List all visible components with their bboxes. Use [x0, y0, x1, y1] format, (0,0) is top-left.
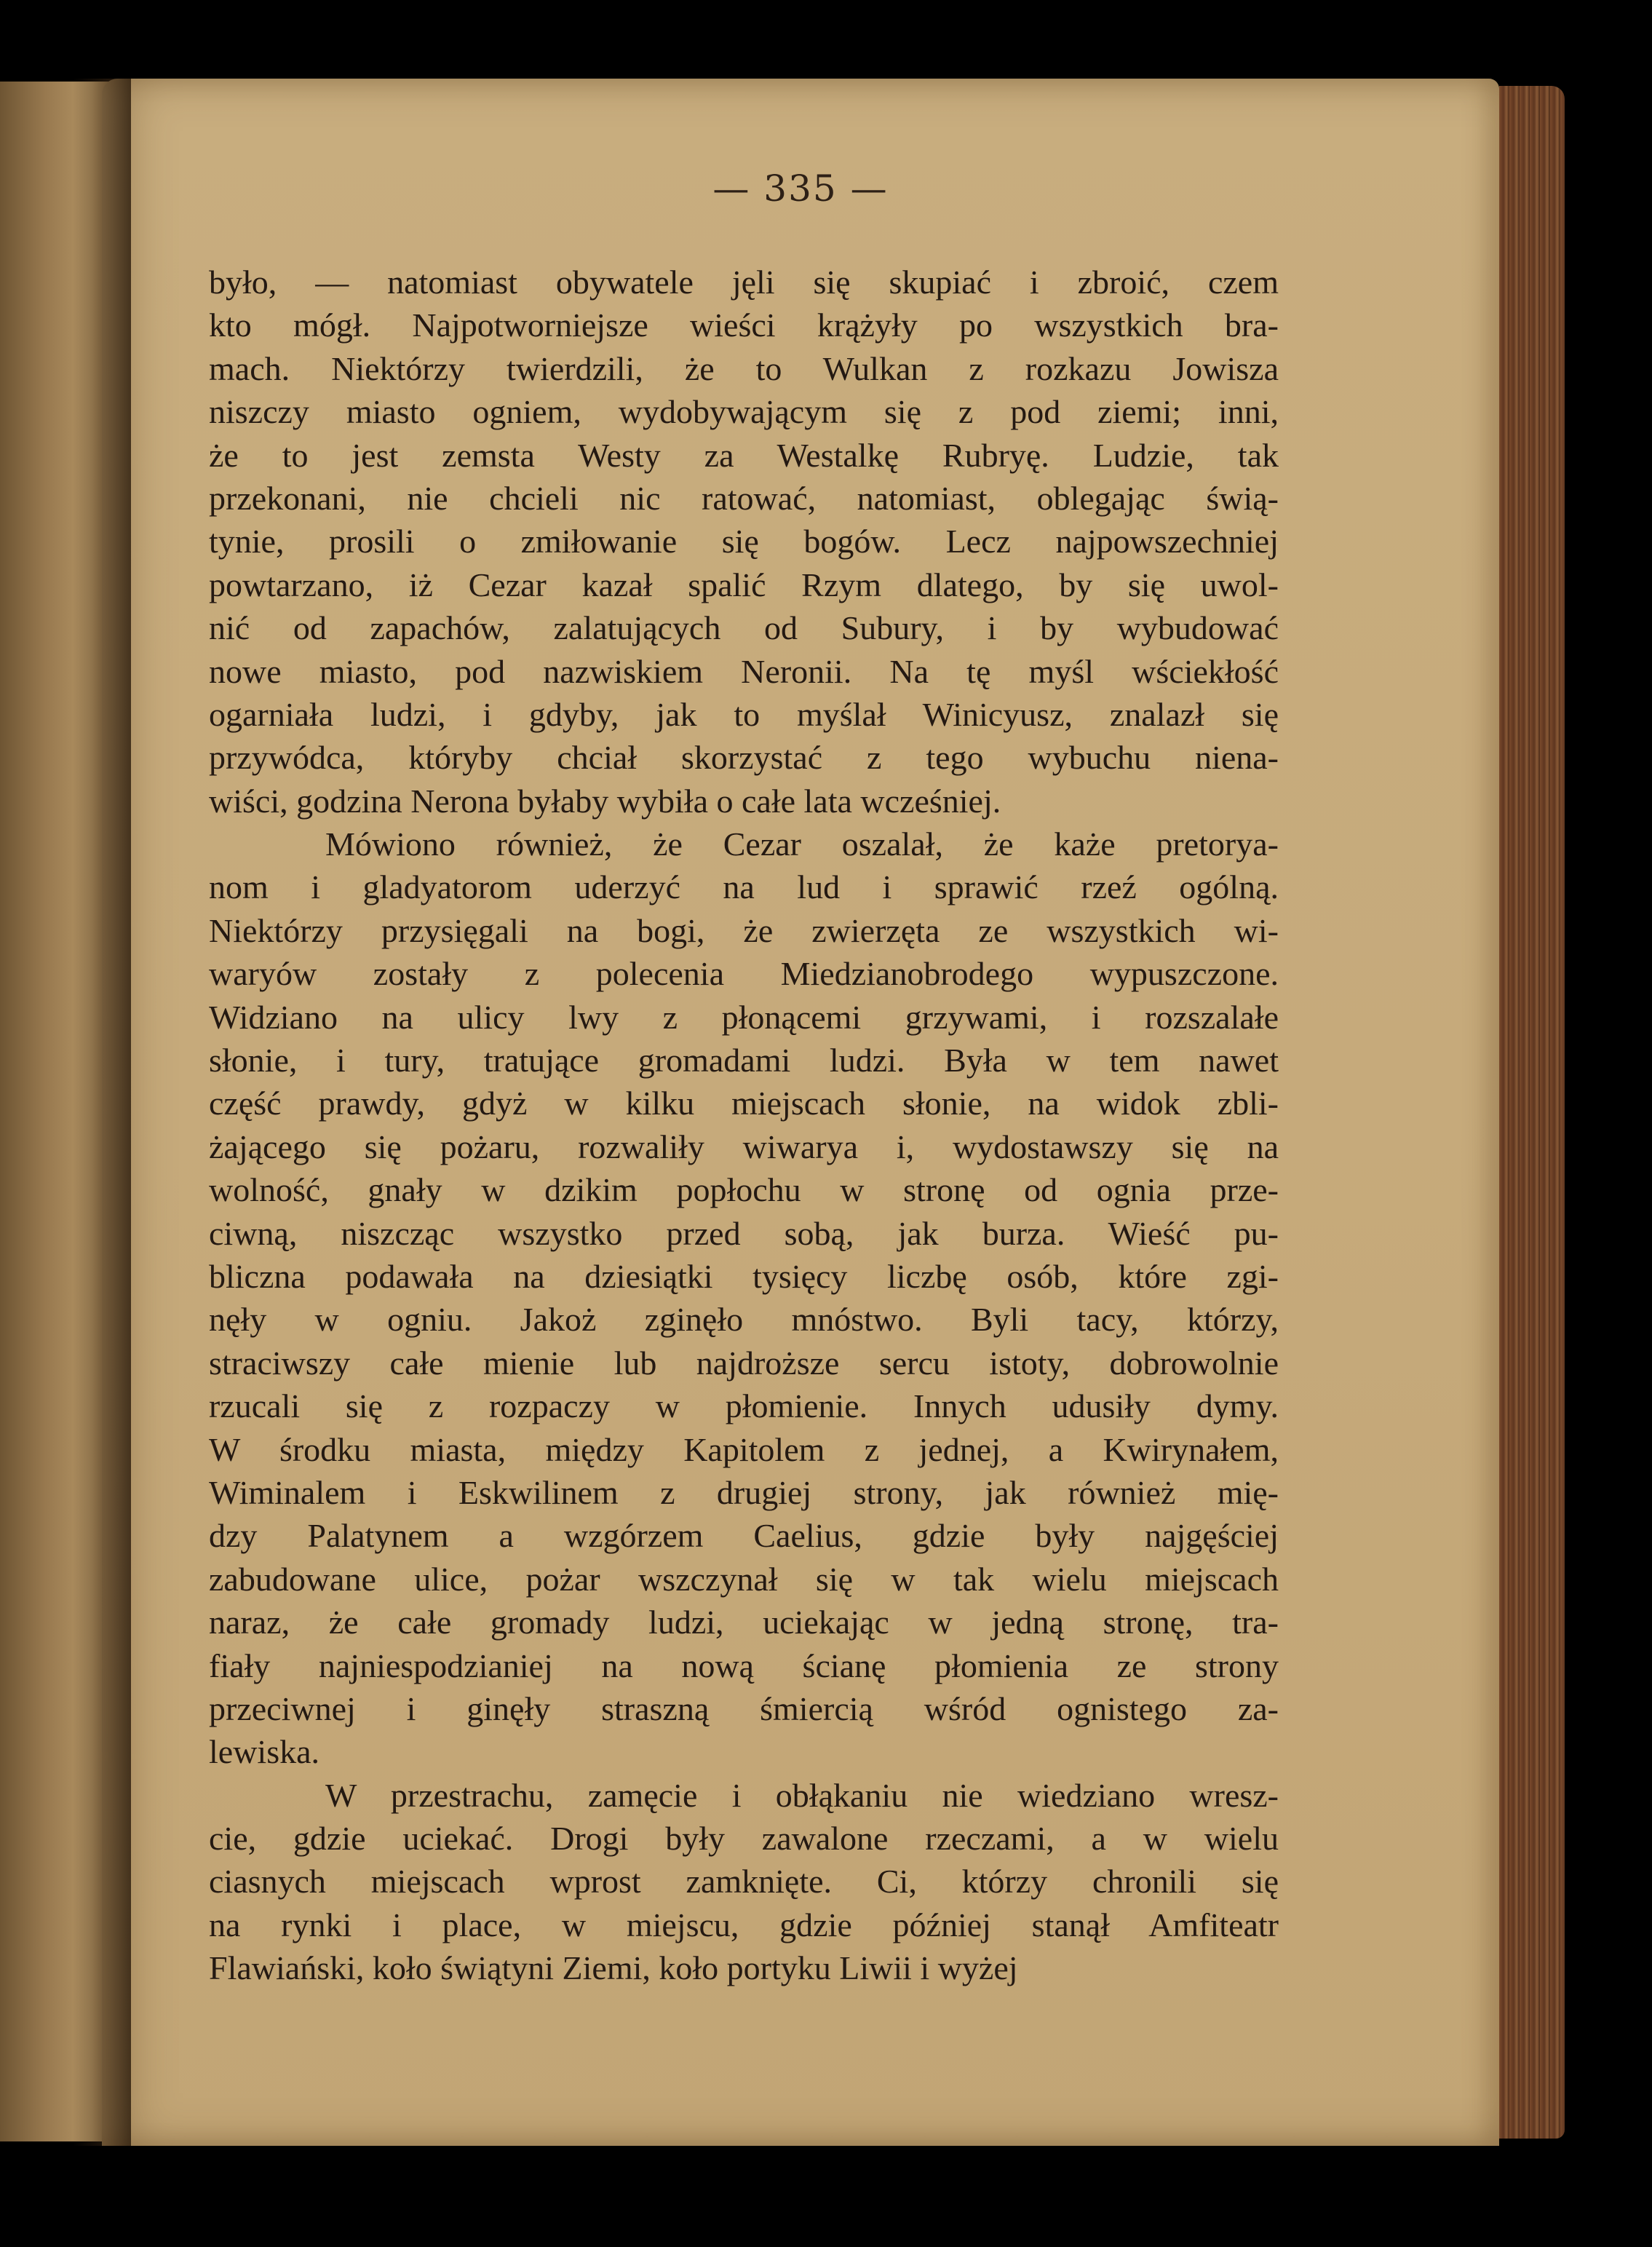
paragraph — [209, 823, 1279, 1774]
text-line: waryów zostały z polecenia Miedzianobrodego wypuszczone. — [209, 955, 1279, 993]
paragraph — [209, 1774, 1279, 1990]
page-number: — 335 — — [712, 167, 889, 210]
text-line: rzucali się z rozpaczy w płomienie. Innych udusiły dymy. — [209, 1387, 1279, 1425]
text-line: Widziano na ulicy lwy z płonącemi grzywami, i rozszalałe — [209, 998, 1279, 1036]
text-line: straciwszy całe mienie lub najdroższe sercu istoty, dobrowolnie — [209, 1344, 1279, 1382]
body-text — [209, 261, 1279, 1990]
text-line: niszczy miasto ogniem, wydobywającym się z pod ziemi; inni, — [209, 393, 1279, 431]
page-stack-edge — [1499, 86, 1565, 2139]
text-line: fiały najniespodzianiej na nową ścianę płomienia ze strony — [209, 1646, 1279, 1684]
text-line: tynie, prosili o zmiłowanie się bogów. Lecz najpowszechniej — [209, 523, 1279, 560]
text-line: mach. Niektórzy twierdzili, że to Wulkan z rozkazu Jowisza — [209, 349, 1279, 387]
text-line: nęły w ogniu. Jakoż zginęło mnóstwo. Byli tacy, którzy, — [209, 1301, 1279, 1339]
text-line: wiści, godzina Nerona byłaby wybiła o całe lata wcześniej. — [209, 782, 1001, 820]
text-line: Mówiono również, że Cezar oszalał, że każe pretorya- — [325, 825, 1279, 863]
text-line: bliczna podawała na dziesiątki tysięcy liczbę osób, które zgi- — [209, 1257, 1279, 1295]
text-line: nowe miasto, pod nazwiskiem Neronii. Na tę myśl wściekłość — [209, 652, 1279, 690]
text-line: ciasnych miejscach wprost zamknięte. Ci, którzy chronili się — [209, 1863, 1279, 1901]
text-line: ciwną, niszcząc wszystko przed sobą, jak burza. Wieść pu- — [209, 1214, 1279, 1252]
text-line: zabudowane ulice, pożar wszczynał się w tak wielu miejscach — [209, 1560, 1279, 1598]
text-line: przekonani, nie chcieli nic ratować, natomiast, oblegając świą- — [209, 479, 1279, 517]
text-line: słonie, i tury, tratujące gromadami ludzi. Była w tem nawet — [209, 1042, 1279, 1079]
text-line: ogarniała ludzi, i gdyby, jak to myślał Winicyusz, znalazł się — [209, 695, 1279, 733]
paragraph — [209, 261, 1279, 823]
text-line: nić od zapachów, zalatujących od Subury, i by wybudować — [209, 609, 1279, 647]
text-line: cie, gdzie uciekać. Drogi były zawalone rzeczami, a w wielu — [209, 1820, 1279, 1858]
text-line: Flawiański, koło świątyni Ziemi, koło portyku Liwii i wyżej — [209, 1949, 1018, 1987]
text-line: wolność, gnały w dzikim popłochu w stronę od ognia prze- — [209, 1171, 1279, 1209]
text-line: W przestrachu, zamęcie i obłąkaniu nie wiedziano wresz- — [325, 1776, 1279, 1814]
text-line: dzy Palatynem a wzgórzem Caelius, gdzie były najgęściej — [209, 1517, 1279, 1555]
text-line: Niektórzy przysięgali na bogi, że zwierzęta ze wszystkich wi- — [209, 911, 1279, 949]
text-line: przywódca, któryby chciał skorzystać z tego wybuchu niena- — [209, 739, 1279, 777]
text-line: na rynki i place, w miejscu, gdzie później stanął Amfiteatr — [209, 1906, 1279, 1943]
text-line: część prawdy, gdyż w kilku miejscach słonie, na widok zbli- — [209, 1085, 1279, 1122]
text-line: Wiminalem i Eskwilinem z drugiej strony, jak również mię- — [209, 1473, 1279, 1511]
text-line: W środku miasta, między Kapitolem z jednej, a Kwirynałem, — [209, 1430, 1279, 1468]
page-gutter-shadow — [73, 79, 131, 2146]
text-line: nom i gladyatorom uderzyć na lud i sprawić rzeź ogólną. — [209, 868, 1279, 906]
text-line: kto mógł. Najpotworniejsze wieści krążyły po wszystkich bra- — [209, 306, 1279, 344]
text-line: powtarzano, iż Cezar kazał spalić Rzym dlatego, by się uwol- — [209, 566, 1279, 603]
text-line: żającego się pożaru, rozwaliły wiwarya i, wydostawszy się na — [209, 1128, 1279, 1165]
text-line: było, — natomiast obywatele jęli się skupiać i zbroić, czem — [209, 263, 1279, 301]
text-line: przeciwnej i ginęły straszną śmiercią wśród ognistego za- — [209, 1689, 1279, 1727]
text-line: naraz, że całe gromady ludzi, uciekając w jedną stronę, tra- — [209, 1604, 1279, 1641]
text-line: lewiska. — [209, 1733, 320, 1771]
text-line: że to jest zemsta Westy za Westalkę Rubryę. Ludzie, tak — [209, 436, 1279, 474]
